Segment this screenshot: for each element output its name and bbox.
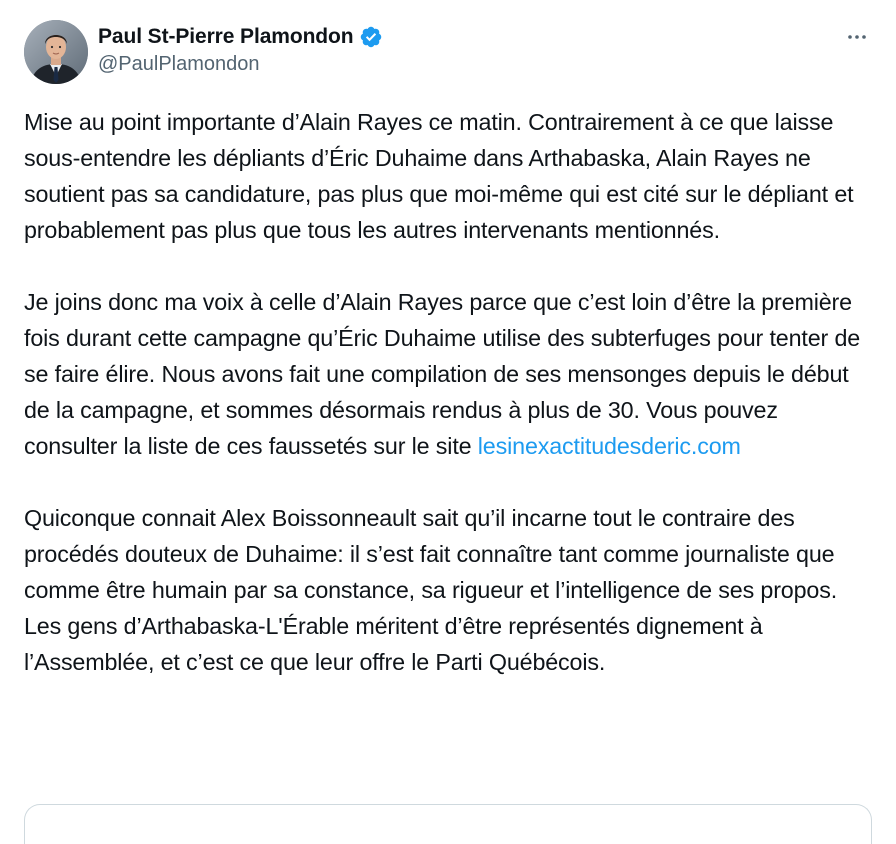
display-name-row bbox=[98, 22, 383, 52]
tweet-header bbox=[24, 20, 872, 84]
author-names bbox=[98, 22, 383, 76]
tweet-paragraph-3: Quiconque connait Alex Boissonneault sait qu’il incarne tout le contraire des procédés douteux de Duhaime: il s’est fait connaître tant comme journaliste que comme être humain par sa constance, sa rigueur et l’intelligence de ses propos. Les gens d’Arthabaska-L'Érable méritent d’être représentés dignement à l’Assemblée, et c’est ce que leur offre le Parti Québécois. bbox=[24, 505, 838, 675]
avatar-image bbox=[24, 20, 88, 84]
tweet-paragraph-1: Mise au point importante d’Alain Rayes ce matin. Contrairement à ce que laisse sous-entendre les dépliants d’Éric Duhaime dans Arthabaska, Alain Rayes ne soutient pas sa candidature, pas plus que moi-même qui est cité sur le dépliant et probablement pas plus que tous les autres intervenants mentionnés. bbox=[24, 109, 854, 243]
website-link[interactable]: lesinexactitudesderic.com bbox=[477, 433, 741, 459]
tweet-text bbox=[24, 104, 876, 680]
author-handle[interactable]: @PaulPlamondon bbox=[98, 53, 260, 75]
tweet-paragraph-2 bbox=[24, 284, 876, 464]
tweet-paragraph-2-text: Je joins donc ma voix à celle d’Alain Rayes parce que c’est loin d’être la première fois durant cette campagne qu’Éric Duhaime utilise des subterfuges pour tenter de se faire élire. Nous avons fait une compilation de ses mensonges depuis le début de la campagne, et sommes désormais rendus à plus de 30. Vous pouvez consulter la liste de ces faussetés sur le site bbox=[24, 289, 861, 459]
avatar[interactable] bbox=[24, 20, 88, 84]
more-options-icon[interactable] bbox=[842, 22, 872, 52]
display-name[interactable]: Paul St-Pierre Plamondon bbox=[98, 25, 354, 48]
quoted-card-edge[interactable] bbox=[24, 804, 872, 844]
verified-badge-icon[interactable] bbox=[359, 25, 383, 49]
